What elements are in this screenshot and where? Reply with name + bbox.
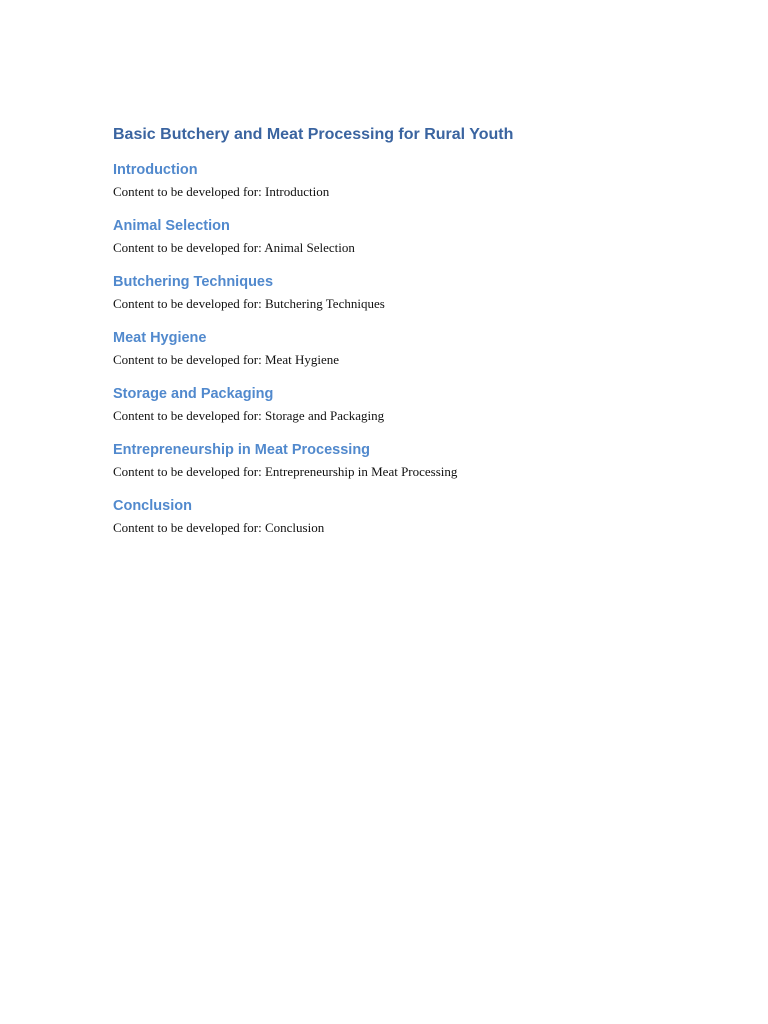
section-body: Content to be developed for: Butchering Techniques	[113, 296, 385, 311]
section-body: Content to be developed for: Storage and Packaging	[113, 408, 385, 423]
section-entrepreneurship	[113, 439, 673, 483]
section-introduction	[113, 159, 673, 203]
section-heading: Butchering Techniques	[113, 274, 274, 290]
section-storage-and-packaging	[113, 383, 673, 427]
section-heading: Meat Hygiene	[113, 330, 207, 346]
section-animal-selection	[113, 215, 673, 259]
section-butchering-techniques	[113, 271, 673, 315]
section-heading: Entrepreneurship in Meat Processing	[113, 442, 371, 458]
section-heading: Conclusion	[113, 498, 192, 514]
section-body: Content to be developed for: Conclusion	[113, 520, 325, 535]
section-body: Content to be developed for: Introduction	[113, 184, 330, 199]
section-heading: Introduction	[113, 162, 198, 178]
section-body: Content to be developed for: Entrepreneurship in Meat Processing	[113, 464, 458, 479]
document-title: Basic Butchery and Meat Processing for Rural Youth	[113, 126, 514, 143]
section-meat-hygiene	[113, 327, 673, 371]
document-content	[113, 124, 673, 539]
section-body: Content to be developed for: Animal Selection	[113, 240, 355, 255]
section-heading: Animal Selection	[113, 218, 230, 234]
section-body: Content to be developed for: Meat Hygiene	[113, 352, 339, 367]
section-conclusion	[113, 495, 673, 539]
section-heading: Storage and Packaging	[113, 386, 274, 402]
